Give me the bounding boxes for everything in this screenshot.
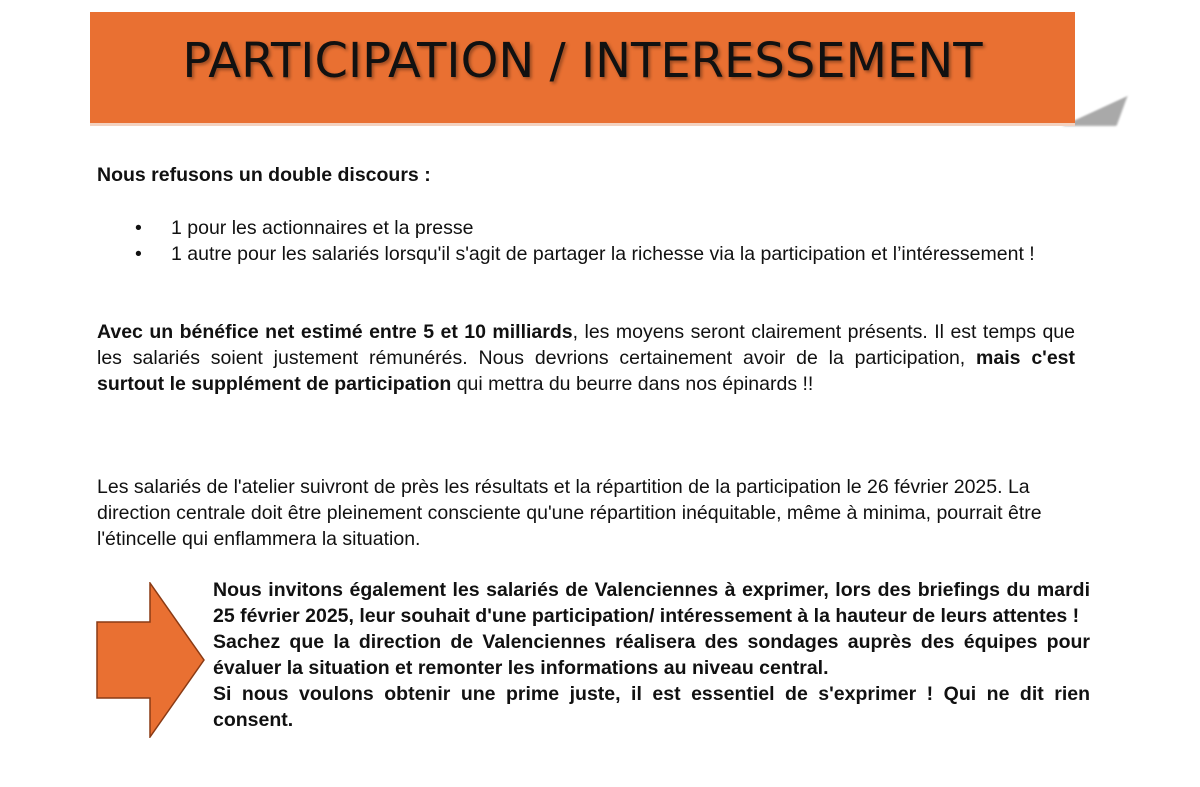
title-banner [90,12,1075,126]
list-item [97,241,1075,267]
workshop-paragraph: Les salariés de l'atelier suivront de près les résultats et la répartition de la participation le 26 février 2025. La direction centrale doit être pleinement consciente qu'une répartition inéquitable, même à minima, pourrait être l'étincelle qui enflammera la situation. [97,476,1042,550]
bullet-text: 1 autre pour les salariés lorsqu'il s'agit de partager la richesse via la participation et l’intéressement ! [171,243,1035,265]
callout-line-2: Sachez que la direction de Valenciennes réalisera des sondages auprès des équipes pour évaluer la situation et remonter les informations au niveau central. [213,631,1090,679]
bullet-text: 1 pour les actionnaires et la presse [171,217,474,239]
page-title: PARTICIPATION / INTERESSEMENT [182,32,983,89]
right-arrow-icon [96,582,206,738]
callout-line-1: Nous invitons également les salariés de Valenciennes à exprimer, lors des briefings du mardi 25 février 2025, leur souhait d'une participation/ intéressement à la hauteur de leurs attentes ! [213,579,1090,627]
list-item [97,215,1075,241]
profit-bold-start: Avec un bénéfice net estimé entre 5 et 10 milliards [97,321,573,343]
profit-paragraph [97,319,1075,397]
callout-text [213,577,1090,733]
bullet-icon: • [135,217,142,239]
bullet-icon: • [135,243,142,265]
profit-text-mid: , les moyens seront clairement présents. Il est temps que les salariés soient justement rémunérés. Nous devrions certainement avoir de la participation, [97,321,1075,369]
bullet-list [97,215,1075,267]
profit-bold-mid: mais c'est surtout le supplément de participation [97,347,1075,395]
intro-heading: Nous refusons un double discours : [97,164,431,186]
profit-text-end: qui mettra du beurre dans nos épinards !! [451,373,814,395]
callout-line-3: Si nous voulons obtenir une prime juste, il est essentiel de s'exprimer ! Qui ne dit rien consent. [213,683,1090,731]
